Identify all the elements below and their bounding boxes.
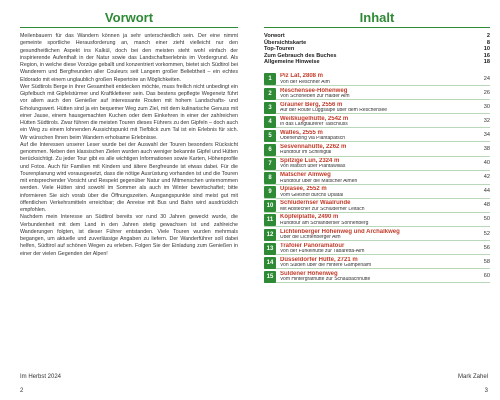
vorwort-paragraph: Meilenbauern für das Wandern können ja sehr unterschiedlich sein. Der eine nimmt gemeinte sportliche Herausforderung an, manch einer zieht vielleicht nur den gesundheitlichen Aspekt ins Kalkül, doch bei den meisten steht wohl einfach der inspirierende Aufenthalt in der Natur sowie das Landschaftserlebnis im Vordergrund. Als Region, in welche diese Vorzüge geballt und konzentriert vorkommen, bietet sich Südtirol bei Wanderern und Bergfreunden aller Couleurs seit Langem großer Beliebtheit – ein echtes Eldorado mit einem unglaublich großen Repertoire an Möglichkeiten.	[20, 33, 238, 83]
tour-number-badge: 10	[264, 200, 276, 212]
toc-front-label: Zum Gebrauch des Buches	[264, 52, 337, 59]
toc-front-page: 18	[483, 59, 490, 66]
tour-page-number: 60	[483, 272, 490, 279]
tour-page-number: 30	[483, 103, 490, 110]
tour-page-number: 34	[483, 131, 490, 138]
tour-subtitle: Von Sulden über die Hintere Gampenalm	[280, 263, 372, 269]
tour-page-number: 38	[483, 145, 490, 152]
tour-title: Düsseldorfer Hütte, 2721 m	[280, 256, 358, 263]
toc-front-page: 10	[483, 46, 490, 53]
tour-page-number: 32	[483, 117, 490, 124]
vorwort-text	[20, 33, 238, 258]
tour-title: Reschensee-Höhenweg	[280, 87, 348, 94]
place-date: Im Herbst 2024	[20, 374, 62, 380]
toc-tour-row[interactable]	[264, 227, 490, 241]
tour-title: Sesvennahütte, 2262 m	[280, 143, 347, 150]
tour-subtitle: Vom Glieshof durchs Upiatal	[280, 192, 344, 198]
tour-text	[280, 229, 480, 241]
tour-title: Spitzige Lun, 2324 m	[280, 158, 340, 165]
tour-subtitle: Von Matsch über Plantawillas	[280, 164, 346, 170]
tour-number-badge: 7	[264, 158, 276, 170]
tour-number-badge: 8	[264, 172, 276, 184]
tour-text	[280, 243, 480, 255]
toc-front-row[interactable]	[264, 33, 490, 40]
toc-tour-row[interactable]	[264, 86, 490, 100]
toc-tour-row[interactable]	[264, 72, 490, 86]
tour-title: Upiasee, 2552 m	[280, 186, 327, 193]
toc-front-label: Übersichtskarte	[264, 39, 307, 46]
toc-tour-row[interactable]	[264, 114, 490, 128]
tour-title: Köpfelplatte, 2490 m	[280, 214, 339, 221]
tour-page-number: 40	[483, 160, 490, 167]
tour-subtitle: Über die Lichtenberger Alm	[280, 234, 341, 240]
toc-front-row[interactable]	[264, 46, 490, 53]
toc-front-page: 8	[486, 39, 490, 46]
tour-text	[280, 271, 480, 283]
tour-subtitle: Rundtour über die Matscher Almen	[280, 178, 358, 184]
inhalt-page	[250, 0, 500, 400]
tour-text	[280, 158, 480, 170]
tour-page-number: 24	[483, 75, 490, 82]
toc-front-label: Allgemeine Hinweise	[264, 59, 320, 66]
vorwort-paragraph: Nachdem mein Interesse an Südtirol bereits vor rund 30 Jahren geweckt wurde, die Verbundenheit mit dem Land in den Jahren stetig gewachsen ist und zahlreiche Wanderungen folgten, ist dieser Führer entstanden. Viele Touren wurden mehrmals begangen, um aktuelle und zuverlässige Angaben zu liefern. Der Wanderführer soll dabei helfen, Südtirol auf schönen Wegen zu erleben. Folgen Sie der Einladung zum Genießen in einer der vielen Gegenden der Alpen!	[20, 214, 238, 257]
tour-subtitle: Vom Hintergrathütte zur Schaubachhütte	[280, 277, 371, 283]
tour-subtitle: In das Langtauferer Talschluss	[280, 122, 348, 128]
tour-text	[280, 186, 480, 198]
tour-subtitle: Von der Reschner Alm	[280, 79, 330, 85]
tour-number-badge: 9	[264, 186, 276, 198]
toc-tour-row[interactable]	[264, 269, 490, 283]
vorwort-paragraph: Wer Südtirols Berge in ihrer Gesamtheit entdecken möchte, muss freilich nicht unbedingt ein Gipfelbuch mit Gipfelstürmer und Kraftkletterer sein. Das bestens gepflegte Wegenetz führt vor allem auch den Genießer auf interessante Routen mit hohem Landschafts- und Erholungswert. Hütten sind ja ein bequemer Weg zum Ziel, mit dem kulinarische Genuss mit einer Jause, einem hausgemachten Kuchen oder dem Einkehren in einer der zahlreichen Hütten Südtirols. Zwar führen die meisten Touren dieses Führers zu den Gipfeln – doch auch ein Weg zu einem lohnenden Aussichtspunkt mit Tiefblick zum Tal ist ein Erlebnis für sich. Wir wünschen Ihnen beim Wandern erholsame Erlebnisse.	[20, 83, 238, 141]
tour-subtitle: Rundtour am Schlanderser Sonnenberg	[280, 220, 369, 226]
toc-front-row[interactable]	[264, 59, 490, 66]
tour-text	[280, 88, 480, 100]
tour-subtitle: Von Schöneben zur Haider Alm	[280, 93, 350, 99]
toc-tour-row[interactable]	[264, 100, 490, 114]
tour-page-number: 58	[483, 258, 490, 265]
tour-number-badge: 14	[264, 257, 276, 269]
tour-number-badge: 15	[264, 271, 276, 283]
tour-title: Schludernser Waalrunde	[280, 200, 351, 207]
tour-page-number: 56	[483, 244, 490, 251]
tour-title: Grauner Berg, 2556 m	[280, 101, 343, 108]
tour-title: Lichtenberger Höhenweg und Archalkweg	[280, 228, 400, 235]
inhalt-heading: Inhalt	[264, 10, 490, 28]
page-number-left: 2	[20, 388, 24, 394]
tour-title: Matscher Almweg	[280, 172, 331, 179]
toc-tour-row[interactable]	[264, 171, 490, 185]
tour-page-number: 48	[483, 202, 490, 209]
tour-number-badge: 12	[264, 229, 276, 241]
tour-text	[280, 116, 480, 128]
tour-text	[280, 172, 480, 184]
tour-number-badge: 2	[264, 88, 276, 100]
toc-tour-row[interactable]	[264, 241, 490, 255]
toc-tour-row[interactable]	[264, 185, 490, 199]
toc-front-row[interactable]	[264, 53, 490, 60]
tour-title: Weißkugelhütte, 2542 m	[280, 115, 349, 122]
tour-number-badge: 1	[264, 73, 276, 85]
tour-page-number: 52	[483, 230, 490, 237]
page-number-right: 3	[484, 388, 488, 394]
tour-page-number: 26	[483, 89, 490, 96]
tour-page-number: 42	[483, 174, 490, 181]
front-matter-list	[264, 33, 490, 66]
tour-text	[280, 214, 480, 226]
tour-subtitle: Rundtour im Schlinigtal	[280, 150, 332, 156]
tour-text	[280, 130, 480, 142]
tour-text	[280, 73, 480, 85]
tour-subtitle: Von der Furkelhütte zur Tabaretta-Alm	[280, 249, 365, 254]
tour-text	[280, 102, 480, 114]
tour-subtitle: Mit Abstecher zur Schluderner Leitach	[280, 206, 365, 212]
tour-page-number: 44	[483, 188, 490, 195]
author-name: Mark Zahel	[457, 374, 488, 380]
tour-number-badge: 13	[264, 243, 276, 255]
tour-number-badge: 11	[264, 214, 276, 226]
vorwort-heading: Vorwort	[20, 10, 238, 28]
toc-tour-row[interactable]	[264, 157, 490, 171]
tour-number-badge: 6	[264, 144, 276, 156]
tour-text	[280, 257, 480, 269]
toc-front-page: 16	[483, 52, 490, 59]
toc-front-label: Top-Touren	[264, 46, 295, 53]
vorwort-paragraph: Auf die Interessen unserer Leser wurde bei der Auswahl der Touren besonders Rücksicht genommen. Neben den klassischen Zielen wurden auch weniger bekannte Gipfel und Hütten berücksichtigt. Zu jeder Tour gibt es alle wichtigen Informationen sowie Karten, Höhenprofile und Fotos. Auch für Familien mit Kindern und ältere Bergfreunde ist etwas dabei. Für die Tourenplanung wird vorausgesetzt, dass die nötige Ausrüstung vorhanden ist und die Touren mit entsprechender Vorsicht und Respekt gegenüber Natur und Mitmenschen unternommen werden. Viele Hütten sind sowohl im Sommer als auch im Winter bewirtschaftet; bitte informieren Sie sich vorab über die Öffnungszeiten. Ausgangspunkte sind meist gut mit öffentlichen Verkehrsmitteln erreichbar; die Anreise mit Bus und Bahn wird ausdrücklich empfohlen.	[20, 141, 238, 213]
tour-title: Trafoier Panoramatour	[280, 242, 345, 249]
tour-title: Piz Lat, 2808 m	[280, 73, 324, 80]
tour-subtitle: Oberlenzing via Plantapatsch	[280, 136, 346, 142]
toc-tour-row[interactable]	[264, 128, 490, 142]
tour-page-number: 50	[483, 216, 490, 223]
tour-text	[280, 144, 480, 156]
toc-tour-row[interactable]	[264, 255, 490, 269]
tour-title: Watles, 2555 m	[280, 129, 323, 136]
tour-number-badge: 3	[264, 102, 276, 114]
tour-title: Suldener Höhenweg	[280, 270, 338, 277]
tour-subtitle: Auf der Route Luggsalpe über dem Reschensee	[280, 108, 388, 114]
toc-tour-row[interactable]	[264, 213, 490, 227]
toc-front-page: 2	[486, 33, 490, 39]
toc-tour-row[interactable]	[264, 199, 490, 213]
toc-tour-row[interactable]	[264, 142, 490, 156]
tour-list	[264, 72, 490, 283]
toc-front-label: Vorwort	[264, 33, 285, 39]
toc-front-row[interactable]	[264, 40, 490, 47]
tour-number-badge: 4	[264, 116, 276, 128]
tour-text	[280, 200, 480, 212]
tour-number-badge: 5	[264, 130, 276, 142]
